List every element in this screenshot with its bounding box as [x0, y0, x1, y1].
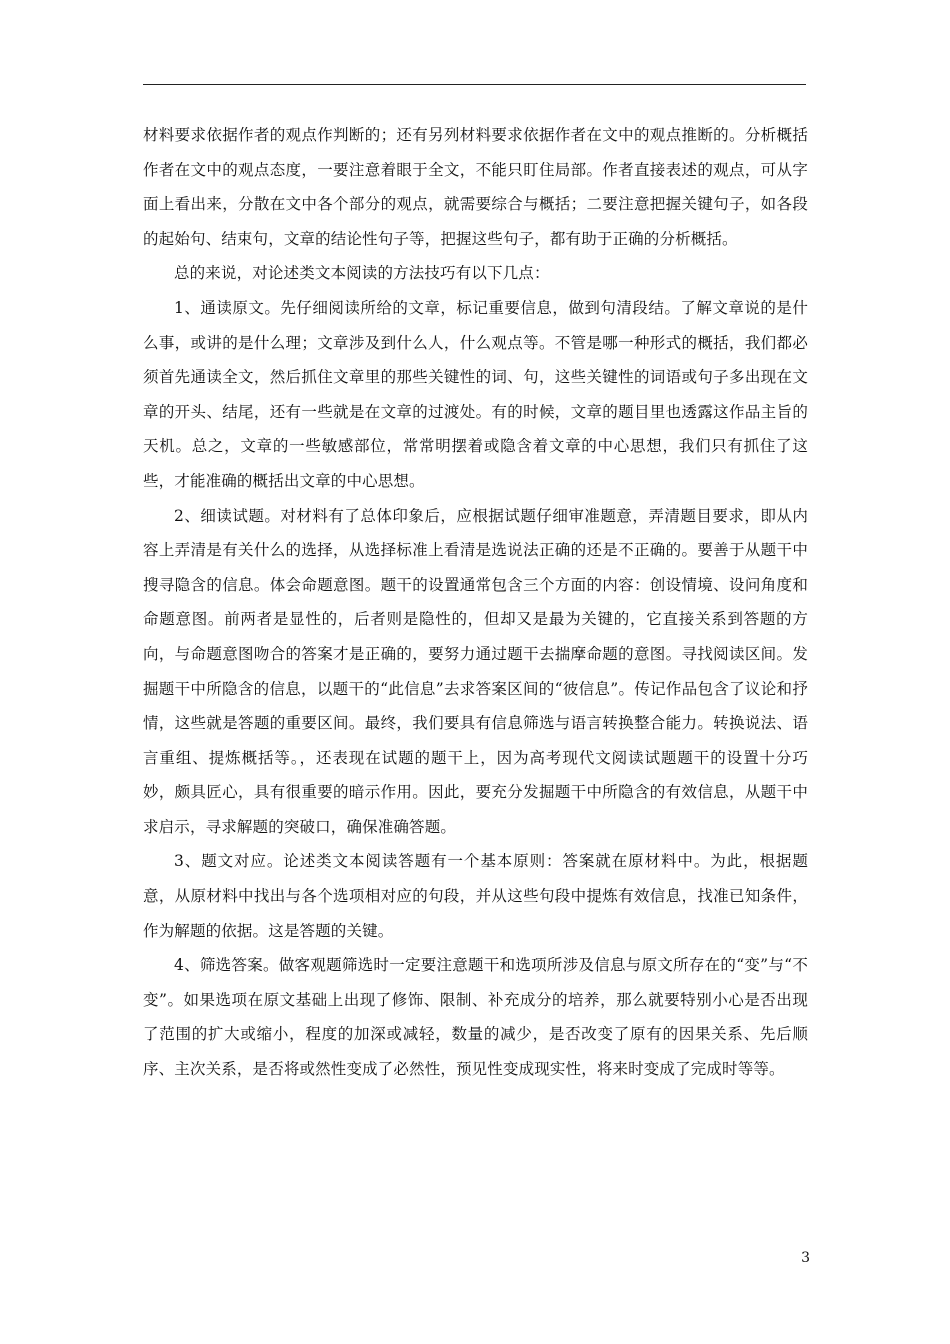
document-body — [143, 118, 808, 1087]
page-number: 3 — [801, 1250, 810, 1266]
paragraph-point-2: 2、细读试题。对材料有了总体印象后，应根据试题仔细审准题意，弄清题目要求，即从内容上弄清是有关什么的选择，从选择标准上看清是选说法正确的还是不正确的。要善于从题干中搜寻隐含的信息。体会命题意图。题干的设置通常包含三个方面的内容：创设情境、设问角度和命题意图。前两者是显性的，后者则是隐性的，但却又是最为关键的，它直接关系到答题的方向，与命题意图吻合的答案才是正确的，要努力通过题干去揣摩命题的意图。寻找阅读区间。发掘题干中所隐含的信息，以题干的“此信息”去求答案区间的“彼信息”。传记作品包含了议论和抒情，这些就是答题的重要区间。最终，我们要具有信息筛选与语言转换整合能力。转换说法、语言重组、提炼概括等。，还表现在试题的题干上，因为高考现代文阅读试题题干的设置十分巧妙，颇具匠心，具有很重要的暗示作用。因此，要充分发掘题干中所隐含的有效信息，从题干中求启示，寻求解题的突破口，确保准确答题。 — [143, 506, 808, 836]
header-rule — [143, 84, 806, 85]
paragraph-continuation: 材料要求依据作者的观点作判断的；还有另列材料要求依据作者在文中的观点推断的。分析概括作者在文中的观点态度，一要注意着眼于全文，不能只盯住局部。作者直接表述的观点，可从字面上看出来，分散在文中各个部分的观点，就需要综合与概括；二要注意把握关键句子，如各段的起始句、结束句，文章的结论性句子等，把握这些句子，都有助于正确的分析概括。 — [143, 126, 808, 248]
paragraph-point-1: 1、通读原文。先仔细阅读所给的文章，标记重要信息，做到句清段结。了解文章说的是什么事，或讲的是什么理；文章涉及到什么人，什么观点等。不管是哪一种形式的概括，我们都必须首先通读全文，然后抓住文章里的那些关键性的词、句，这些关键性的词语或句子多出现在文章的开头、结尾，还有一些就是在文章的过渡处。有的时候，文章的题目里也透露这作品主旨的天机。总之，文章的一些敏感部位，常常明摆着或隐含着文章的中心思想，我们只有抓住了这些，才能准确的概括出文章的中心思想。 — [143, 298, 808, 490]
paragraph-point-3: 3、题文对应。论述类文本阅读答题有一个基本原则：答案就在原材料中。为此，根据题意，从原材料中找出与各个选项相对应的句段，并从这些句段中提炼有效信息，找准已知条件，作为解题的依据。这是答题的关键。 — [143, 852, 808, 940]
paragraph-point-4: 4、筛选答案。做客观题筛选时一定要注意题干和选项所涉及信息与原文所存在的“变”与“不变”。如果选项在原文基础上出现了修饰、限制、补充成分的培养，那么就要特别小心是否出现了范围的扩大或缩小，程度的加深或减轻，数量的减少，是否改变了原有的因果关系、先后顺序、主次关系，是否将或然性变成了必然性，预见性变成现实性，将来时变成了完成时等等。 — [143, 956, 808, 1079]
paragraph-summary-intro: 总的来说，对论述类文本阅读的方法技巧有以下几点： — [174, 264, 550, 283]
